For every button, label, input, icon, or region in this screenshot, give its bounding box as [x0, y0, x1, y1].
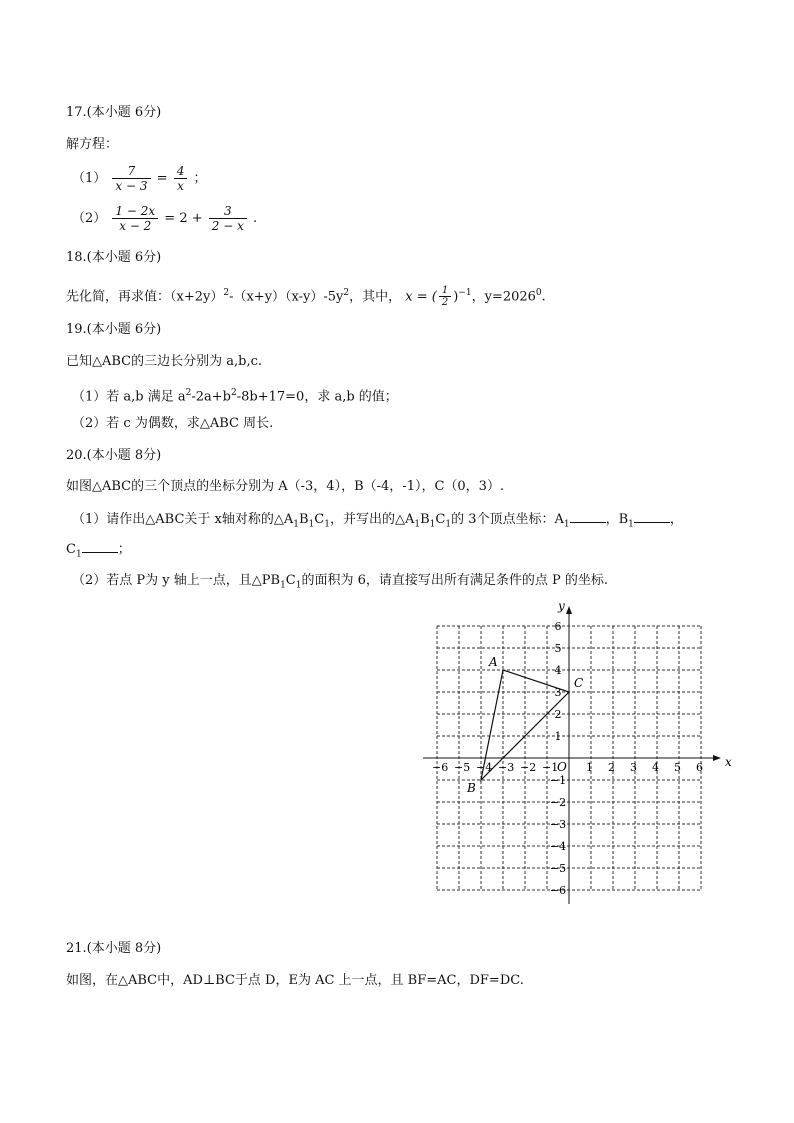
q18-text-c: ，其中， [349, 289, 402, 305]
q20-p1-a: （1）请作出△ABC关于 x轴对称的△A [72, 512, 294, 527]
q20-p1-g: ； [117, 542, 131, 557]
q20-p1-e: ， [669, 512, 683, 527]
subscript: 1 [414, 519, 421, 530]
q20-p1-b: ，并写出的△A [329, 512, 415, 527]
q18-text-b: -（x+y）（x-y）-5y [229, 289, 344, 305]
subscript: 1 [429, 519, 436, 530]
q20-part1-cont [66, 540, 131, 564]
fraction-numerator: 1 [439, 285, 451, 297]
q17-part2-label: （2） [72, 211, 107, 226]
q19-p1-c: -8b+17=0，求 a,b 的值； [236, 389, 398, 405]
x-tick-label: 2 [608, 761, 615, 774]
q18-x-expr: x = ( [405, 289, 437, 305]
q18-text-d: ，y=2026 [471, 289, 536, 305]
q19-part1 [72, 384, 398, 406]
q18-header: 18.(本小题 6分) [66, 250, 162, 265]
fraction-numerator: 3 [209, 204, 247, 219]
subscript: 1 [563, 519, 570, 530]
y-tick-label: −5 [549, 862, 567, 875]
superscript: −1 [458, 288, 472, 298]
q18-text-a: 先化简，再求值：（x+2y） [66, 289, 224, 305]
x-axis-label: x [725, 755, 732, 769]
x-tick-label: −1 [542, 761, 559, 774]
q20-header: 20.(本小题 8分) [66, 448, 162, 463]
punctuation: ； [193, 171, 207, 186]
superscript: 2 [231, 388, 237, 398]
q18-half-fraction [439, 285, 451, 308]
superscript: 2 [343, 288, 350, 298]
y-tick-label: 2 [554, 708, 562, 721]
subscript: 1 [293, 519, 299, 530]
q20-p2-a: （2）若点 P为 y 轴上一点，且△PB [72, 573, 281, 588]
q20-p1-d: ，B [605, 512, 629, 527]
vertex-label-a: A [489, 655, 498, 669]
x-tick-label: −3 [498, 761, 515, 774]
q17-part2-rhs-fraction [209, 204, 247, 233]
y-tick-label: 6 [554, 620, 562, 633]
subscript: 1 [445, 519, 452, 530]
answer-blank-b1[interactable] [634, 510, 670, 523]
origin-label: O [557, 760, 567, 774]
y-tick-label: 5 [554, 642, 562, 655]
q19-stem: 已知△ABC的三边长分别为 a,b,c. [66, 354, 263, 369]
q20-p1-f: C [66, 542, 76, 557]
subscript: 1 [295, 580, 302, 591]
superscript: 0 [535, 288, 542, 298]
answer-blank-a1[interactable] [570, 510, 606, 523]
q17-part2 [72, 204, 257, 233]
answer-blank-c1[interactable] [82, 540, 118, 553]
q21-header: 21.(本小题 8分) [66, 941, 162, 956]
q17-part1-rhs-fraction [174, 164, 188, 193]
x-tick-label: 1 [586, 761, 593, 774]
equals-sign: = [156, 171, 168, 186]
subscript: 1 [280, 580, 286, 591]
q20-C-label: C [314, 512, 325, 527]
q18-text-e: . [541, 289, 546, 305]
q20-stem: 如图△ABC的三个顶点的坐标分别为 A（-3，4），B（-4，-1），C（0，3）. [66, 479, 505, 494]
fraction-denominator: x [177, 179, 184, 193]
q19-header: 19.(本小题 6分) [66, 322, 162, 337]
y-axis-arrow [566, 606, 572, 614]
q19-p1-b: -2a+b [191, 389, 231, 405]
x-tick-label: 6 [696, 761, 703, 774]
q20-B-label: B [298, 512, 309, 527]
fraction-numerator: 4 [174, 164, 188, 179]
q19-part2: （2）若 c 为偶数，求△ABC 周长. [72, 416, 274, 431]
vertex-label-c: C [574, 676, 584, 690]
superscript: 2 [185, 388, 192, 398]
x-axis-arrow [713, 755, 721, 761]
fraction-denominator: x − 2 [119, 219, 152, 233]
subscript: 1 [628, 519, 634, 530]
q20-C-label: C [435, 512, 446, 527]
fraction-denominator: 2 [441, 297, 449, 309]
y-tick-label: −3 [549, 818, 567, 831]
y-axis-label: y [558, 599, 565, 613]
y-tick-label: −1 [549, 774, 567, 787]
q20-p2-b: C [285, 573, 296, 588]
x-tick-label: 3 [630, 761, 637, 774]
q18-stem [66, 284, 546, 308]
q17-header: 17.(本小题 6分) [66, 105, 162, 120]
x-tick-label: −5 [454, 761, 471, 774]
x-tick-label: 5 [674, 761, 681, 774]
q18-paren: ) [453, 289, 459, 305]
y-tick-label: 4 [554, 664, 562, 677]
y-tick-label: −6 [549, 884, 567, 897]
q20-part1 [72, 510, 683, 534]
y-tick-label: −2 [549, 796, 567, 809]
subscript: 1 [308, 519, 315, 530]
subscript: 1 [324, 519, 330, 530]
q20-B-label: B [420, 512, 430, 527]
q17-part1 [72, 164, 207, 193]
punctuation: . [253, 211, 258, 226]
coordinate-grid-figure [412, 592, 732, 912]
q19-p1-a: （1）若 a,b 满足 a [72, 389, 186, 405]
fraction-numerator: 7 [112, 164, 150, 179]
x-tick-label: −2 [520, 761, 537, 774]
q21-stem: 如图，在△ABC中，AD⊥BC于点 D，E为 AC 上一点，且 BF=AC，DF=DC. [66, 973, 524, 988]
fraction-numerator: 1 − 2x [112, 204, 158, 219]
q17-instruction: 解方程： [66, 137, 119, 152]
q17-part1-label: （1） [72, 171, 107, 186]
subscript: 1 [75, 549, 82, 560]
superscript: 2 [223, 288, 230, 298]
x-tick-label: 4 [652, 761, 659, 774]
q20-p2-c: 的面积为 6，请直接写出所有满足条件的点 P 的坐标. [301, 573, 609, 588]
q20-p1-c: 的 3个顶点坐标：A [451, 512, 564, 527]
x-tick-label: −6 [432, 761, 449, 774]
vertex-label-b: B [467, 781, 476, 795]
y-tick-label: −4 [549, 840, 567, 853]
fraction-denominator: 2 − x [211, 219, 244, 233]
equals-plus: = 2 + [164, 211, 203, 226]
q17-part2-lhs-fraction [112, 204, 158, 233]
y-tick-label: 3 [554, 686, 562, 699]
y-tick-label: 1 [554, 730, 562, 743]
x-tick-label: −4 [476, 761, 493, 774]
q17-part1-lhs-fraction [112, 164, 150, 193]
fraction-denominator: x − 3 [115, 179, 148, 193]
